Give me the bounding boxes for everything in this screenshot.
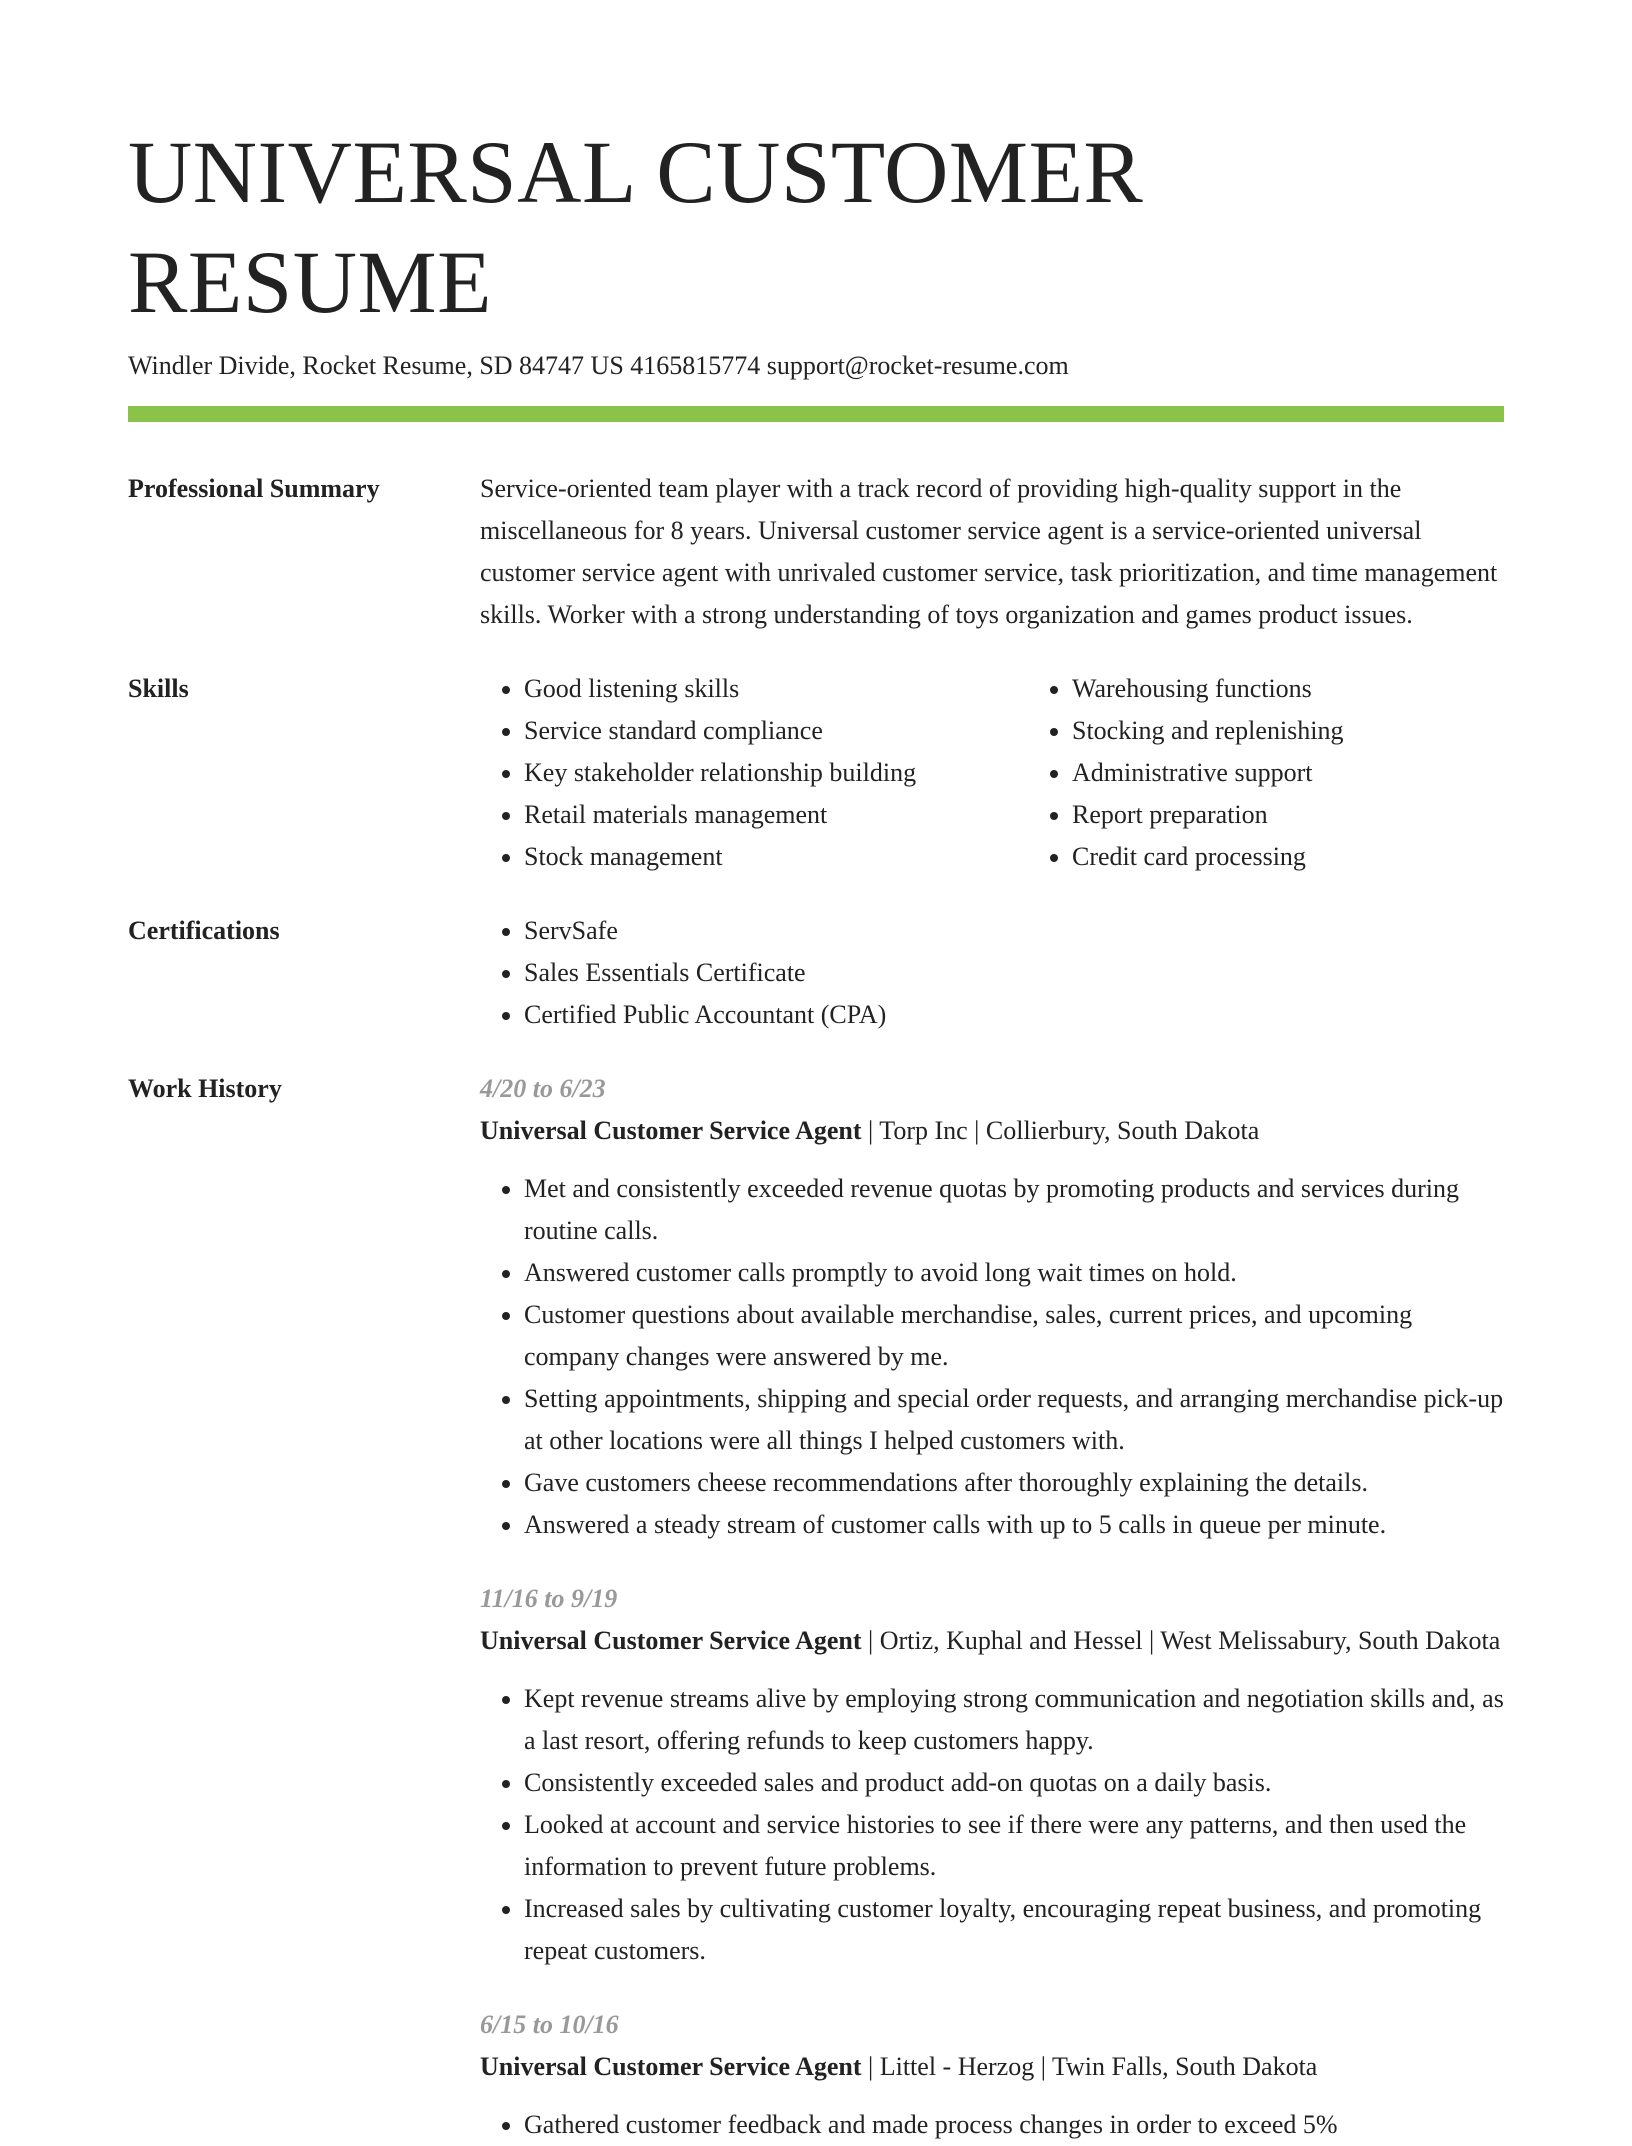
- summary-heading: Professional Summary: [128, 474, 380, 503]
- skill-item: • Good listening skills: [524, 668, 1028, 710]
- job-entry: [480, 2004, 1504, 2146]
- summary-text: Service-oriented team player with a track record of providing high-quality support in the miscellaneous for 8 years. Universal customer service agent is a service-oriented universal customer service agent with unrivaled customer service, task prioritization, and time management skills. Worker with a strong understanding of toys organization and games product issues.: [480, 474, 1498, 629]
- skill-item: • Report preparation: [1072, 794, 1576, 836]
- resume-name: UNIVERSAL CUSTOMER RESUME: [128, 124, 1144, 332]
- job-bullet: • Gave customers cheese recommendations after thoroughly explaining the details.: [524, 1462, 1504, 1504]
- certification-item: • Sales Essentials Certificate: [524, 952, 1504, 994]
- skill-item: • Credit card processing: [1072, 836, 1576, 878]
- skill-item: • Service standard compliance: [524, 710, 1028, 752]
- contact-line: [128, 348, 1504, 384]
- job-entry: [480, 1578, 1504, 1972]
- skill-item: • Key stakeholder relationship building: [524, 752, 1028, 794]
- certifications-list: [480, 910, 1504, 1036]
- job-bullet: • Gathered customer feedback and made process changes in order to exceed 5%: [524, 2104, 1504, 2146]
- job-heading: [480, 1620, 1504, 1662]
- certifications-section: [128, 910, 1504, 1036]
- job-heading: [480, 1110, 1504, 1152]
- job-title: Universal Customer Service Agent: [480, 1116, 862, 1145]
- job-dates: 4/20 to 6/23: [480, 1074, 606, 1103]
- summary-section: [128, 468, 1504, 636]
- skill-item: • Retail materials management: [524, 794, 1028, 836]
- skill-item: • Administrative support: [1072, 752, 1576, 794]
- job-bullet: • Increased sales by cultivating customer loyalty, encouraging repeat business, and promoting repeat customers.: [524, 1888, 1504, 1972]
- skills-list-col2: [1028, 668, 1576, 878]
- skills-section: [128, 668, 1504, 878]
- resume-page: [128, 118, 1504, 2146]
- job-employer-location: | Littel - Herzog | Twin Falls, South Dakota: [861, 2052, 1318, 2081]
- contact-phone: 4165815774: [630, 351, 761, 380]
- job-bullet: • Consistently exceeded sales and product add-on quotas on a daily basis.: [524, 1762, 1504, 1804]
- contact-email: support@rocket-resume.com: [766, 351, 1069, 380]
- job-employer-location: | Ortiz, Kuphal and Hessel | West Melissabury, South Dakota: [861, 1626, 1501, 1655]
- header-divider: [128, 406, 1504, 422]
- job-bullet: • Customer questions about available merchandise, sales, current prices, and upcoming company changes were answered by me.: [524, 1294, 1504, 1378]
- skill-item: • Warehousing functions: [1072, 668, 1576, 710]
- certifications-heading: Certifications: [128, 916, 280, 945]
- job-title: Universal Customer Service Agent: [480, 2052, 862, 2081]
- job-bullets: [480, 2104, 1504, 2146]
- skills-heading: Skills: [128, 674, 189, 703]
- job-bullet: • Setting appointments, shipping and special order requests, and arranging merchandise pick-up at other locations were all things I helped customers with.: [524, 1378, 1504, 1462]
- work-history-section: [128, 1068, 1504, 2146]
- job-entry: [480, 1068, 1504, 1546]
- skill-item: • Stocking and replenishing: [1072, 710, 1576, 752]
- certification-item: • ServSafe: [524, 910, 1504, 952]
- job-bullet: • Looked at account and service histories to see if there were any patterns, and then used the information to prevent future problems.: [524, 1804, 1504, 1888]
- job-bullets: [480, 1168, 1504, 1546]
- job-bullets: [480, 1678, 1504, 1972]
- job-bullet: • Answered customer calls promptly to avoid long wait times on hold.: [524, 1252, 1504, 1294]
- job-dates: 11/16 to 9/19: [480, 1584, 618, 1613]
- job-bullet: • Met and consistently exceeded revenue quotas by promoting products and services during routine calls.: [524, 1168, 1504, 1252]
- job-title: Universal Customer Service Agent: [480, 1626, 862, 1655]
- job-heading: [480, 2046, 1504, 2088]
- job-bullet: • Kept revenue streams alive by employing strong communication and negotiation skills and, as a last resort, offering refunds to keep customers happy.: [524, 1678, 1504, 1762]
- job-dates: 6/15 to 10/16: [480, 2010, 619, 2039]
- certification-item: • Certified Public Accountant (CPA): [524, 994, 1504, 1036]
- work-history-heading: Work History: [128, 1074, 282, 1103]
- job-employer-location: | Torp Inc | Collierbury, South Dakota: [861, 1116, 1260, 1145]
- skill-item: • Stock management: [524, 836, 1028, 878]
- skills-list-col1: [480, 668, 1028, 878]
- contact-address: Windler Divide, Rocket Resume, SD 84747 US: [128, 351, 624, 380]
- job-bullet: • Answered a steady stream of customer calls with up to 5 calls in queue per minute.: [524, 1504, 1504, 1546]
